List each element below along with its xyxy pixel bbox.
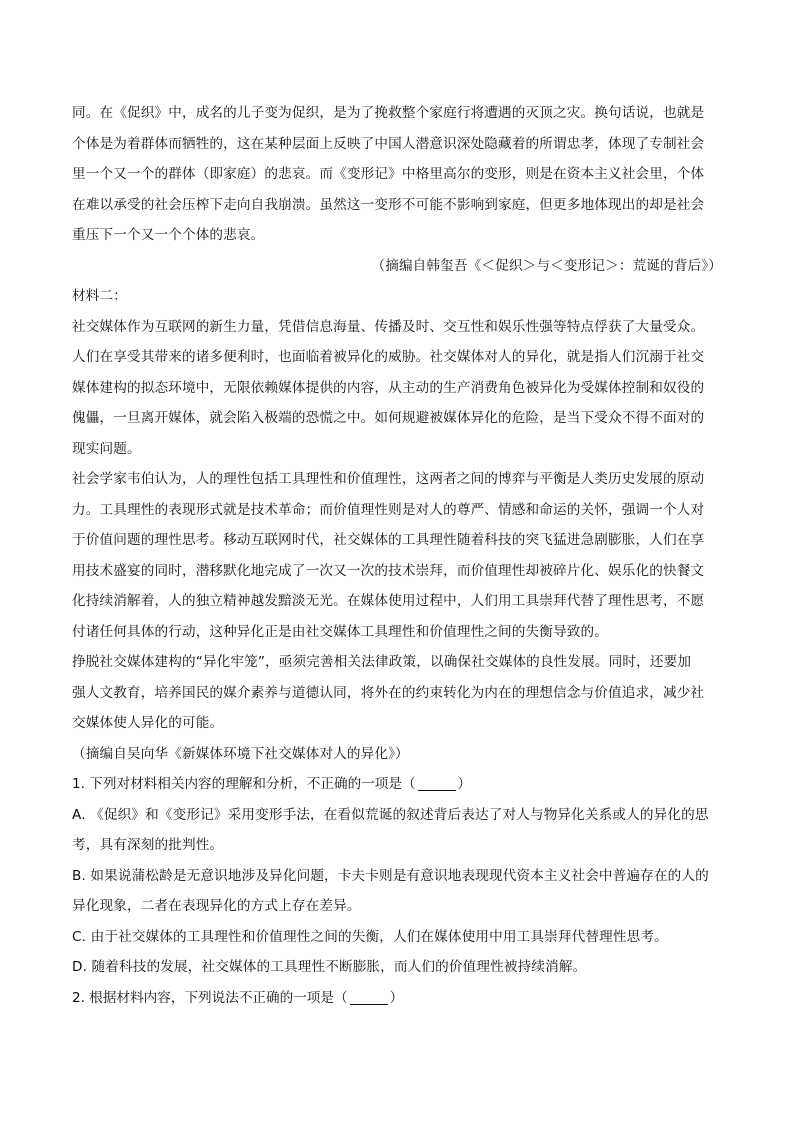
option-line: A. 《促织》和《变形记》采用变形手法，在看似荒诞的叙述背后表达了对人与物异化关系或人的异化的思 — [72, 806, 709, 823]
paragraph-line: 重压下一个又一个个体的悲哀。 — [72, 227, 265, 243]
paragraph-line: 现实问题。 — [72, 440, 141, 457]
paragraph-line: 交媒体使人异化的可能。 — [72, 715, 224, 731]
material2-heading: 材料二： — [72, 288, 127, 304]
question-2-stem-close: ） — [389, 989, 404, 1006]
question-2-stem — [72, 983, 722, 1014]
material1-source: （摘编自韩玺吾《＜促织＞与＜变形记＞：荒诞的背后》） — [371, 257, 722, 274]
material2-source: （摘编自吴向华《新媒体环境下社交媒体对人的异化》） — [72, 745, 409, 762]
paragraph-line: 同。在《促织》中，成名的儿子变为促织，是为了挽救整个家庭行将遭遇的灭顶之灾。换句话说，也就是 — [72, 105, 705, 121]
question-1-stem — [72, 769, 722, 800]
paragraph-line: 社会学家韦伯认为，人的理性包括工具理性和价值理性，这两者之间的博弈与平衡是人类历史发展的原动 — [72, 471, 705, 487]
question-1-stem-close: ） — [457, 776, 472, 792]
option-line: 考，具有深刻的批判性。 — [72, 837, 224, 853]
paragraph-line: 于价值问题的理性思考。移动互联网时代，社交媒体的工具理性随着科技的突飞猛进急剧膨胀，人们在享 — [72, 532, 705, 548]
paragraph-line: 力。工具理性的表现形式就是技术革命；而价值理性则是对人的尊严、情感和命运的关怀，强调一个人对 — [72, 501, 705, 518]
option-line: D. 随着科技的发展，社交媒体的工具理性不断膨胀，而人们的价值理性被持续消解。 — [72, 959, 587, 975]
option-line: 异化现象，二者在表现异化的方式上存在差异。 — [72, 898, 361, 914]
material1-tail — [72, 98, 722, 281]
question-1 — [72, 769, 722, 983]
question-1-stem-text: 1. 下列对材料相关内容的理解和分析，不正确的一项是（ — [72, 776, 416, 792]
paragraph-line: 在难以承受的社会压榨下走向自我崩溃。虽然这一变形不可能不影响到家庭，但更多地体现出的却是社会 — [72, 196, 705, 213]
option-line: C. 由于社交媒体的工具理性和价值理性之间的失衡，人们在媒体使用中用工具崇拜代替理性思考。 — [72, 928, 668, 945]
option-line: B. 如果说蒲松龄是无意识地涉及异化问题，卡夫卡则是有意识地表现现代资本主义社会中普遍存在的人的 — [72, 867, 709, 884]
paragraph-line: 媒体建构的拟态环境中，无限依赖媒体提供的内容，从主动的生产消费角色被异化为受媒体控制和奴役的 — [72, 379, 705, 396]
paragraph-line: 强人文教育，培养国民的媒介素养与道德认同，将外在的约束转化为内在的理想信念与价值追求，减少社 — [72, 684, 705, 701]
question-2-stem-text: 2. 根据材料内容，下列说法不正确的一项是（ — [72, 989, 348, 1006]
paragraph-line: 个体是为着群体而牺牲的，这在某种层面上反映了中国人潜意识深处隐藏着的所谓忠孝，体现了专制社会 — [72, 135, 705, 152]
answer-blank[interactable] — [418, 776, 456, 791]
document-page — [72, 98, 722, 1013]
paragraph-line: 挣脱社交媒体建构的“异化牢笼”，亟须完善相关法律政策，以确保社交媒体的良性发展。同时，还要加 — [72, 654, 692, 670]
paragraph-line: 里一个又一个的群体（即家庭）的悲哀。而《变形记》中格里高尔的变形，则是在资本主义社会里，个体 — [72, 166, 705, 182]
paragraph-line: 人们在享受其带来的诸多便利时，也面临着被异化的威胁。社交媒体对人的异化，就是指人们沉溺于社交 — [72, 349, 705, 365]
paragraph-line: 傀儡，一旦离开媒体，就会陷入极端的恐慌之中。如何规避被媒体异化的危险，是当下受众不得不面对的 — [72, 410, 705, 426]
paragraph-line: 用技术盛宴的同时，潜移默化地完成了一次又一次的技术崇拜，而价值理性却被碎片化、娱乐化的快餐文 — [72, 562, 705, 579]
material2 — [72, 281, 722, 769]
paragraph-line: 付诸任何具体的行动，这种异化正是由社交媒体工具理性和价值理性之间的失衡导致的。 — [72, 623, 609, 640]
question-2 — [72, 983, 722, 1014]
paragraph-line: 社交媒体作为互联网的新生力量，凭借信息海量、传播及时、交互性和娱乐性强等特点俘获了大量受众。 — [72, 318, 705, 335]
answer-blank[interactable] — [350, 990, 388, 1005]
paragraph-line: 化持续消解着，人的独立精神越发黯淡无光。在媒体使用过程中，人们用工具崇拜代替了理性思考，不愿 — [72, 593, 705, 609]
